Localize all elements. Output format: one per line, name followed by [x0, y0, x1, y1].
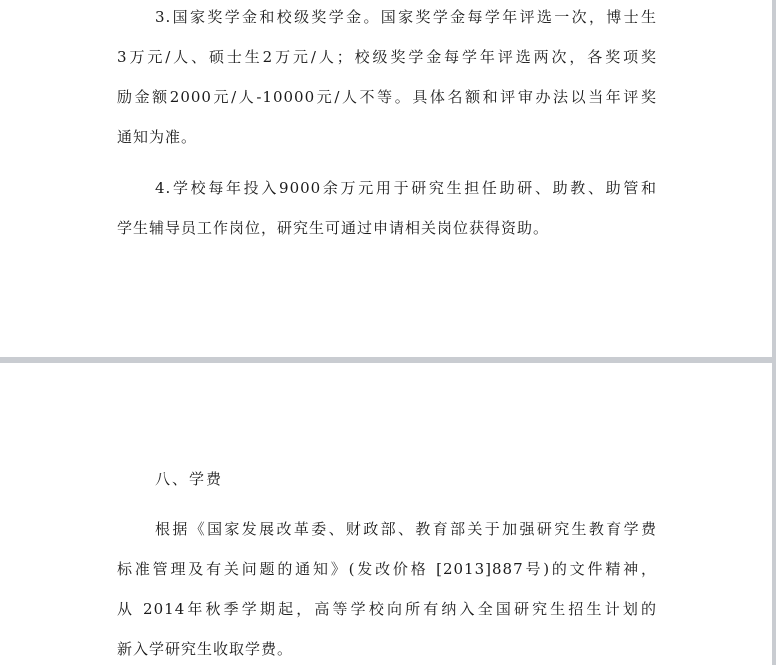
text-line: 3.国家奖学金和校级奖学金。国家奖学金每学年评选一次，博士生 — [155, 8, 657, 26]
text-line: 标准管理及有关问题的通知》(发改价格 [2013]887号)的文件精神， — [117, 560, 657, 578]
text-line: 根据《国家发展改革委、财政部、教育部关于加强研究生教育学费 — [155, 520, 657, 538]
text-line: 通知为准。 — [117, 128, 198, 146]
text-line: 3万元/人、硕士生2万元/人；校级奖学金每学年评选两次，各奖项奖 — [117, 48, 657, 66]
text-line: 学生辅导员工作岗位，研究生可通过申请相关岗位获得资助。 — [117, 219, 550, 237]
text-line: 4.学校每年投入9000余万元用于研究生担任助研、助教、助管和 — [155, 179, 657, 197]
document-page-2 — [0, 363, 772, 665]
section-heading-tuition: 八、学费 — [155, 470, 224, 488]
text-line: 新入学研究生收取学费。 — [117, 640, 294, 658]
paragraph-scholarship — [117, 0, 657, 157]
window-edge — [772, 0, 776, 665]
paragraph-tuition — [117, 509, 657, 669]
text-line: 励金额2000元/人-10000元/人不等。具体名额和评审办法以当年评奖 — [117, 88, 657, 106]
text-line: 从 2014年秋季学期起，高等学校向所有纳入全国研究生招生计划的 — [117, 600, 657, 618]
paragraph-assistantships — [117, 168, 657, 248]
